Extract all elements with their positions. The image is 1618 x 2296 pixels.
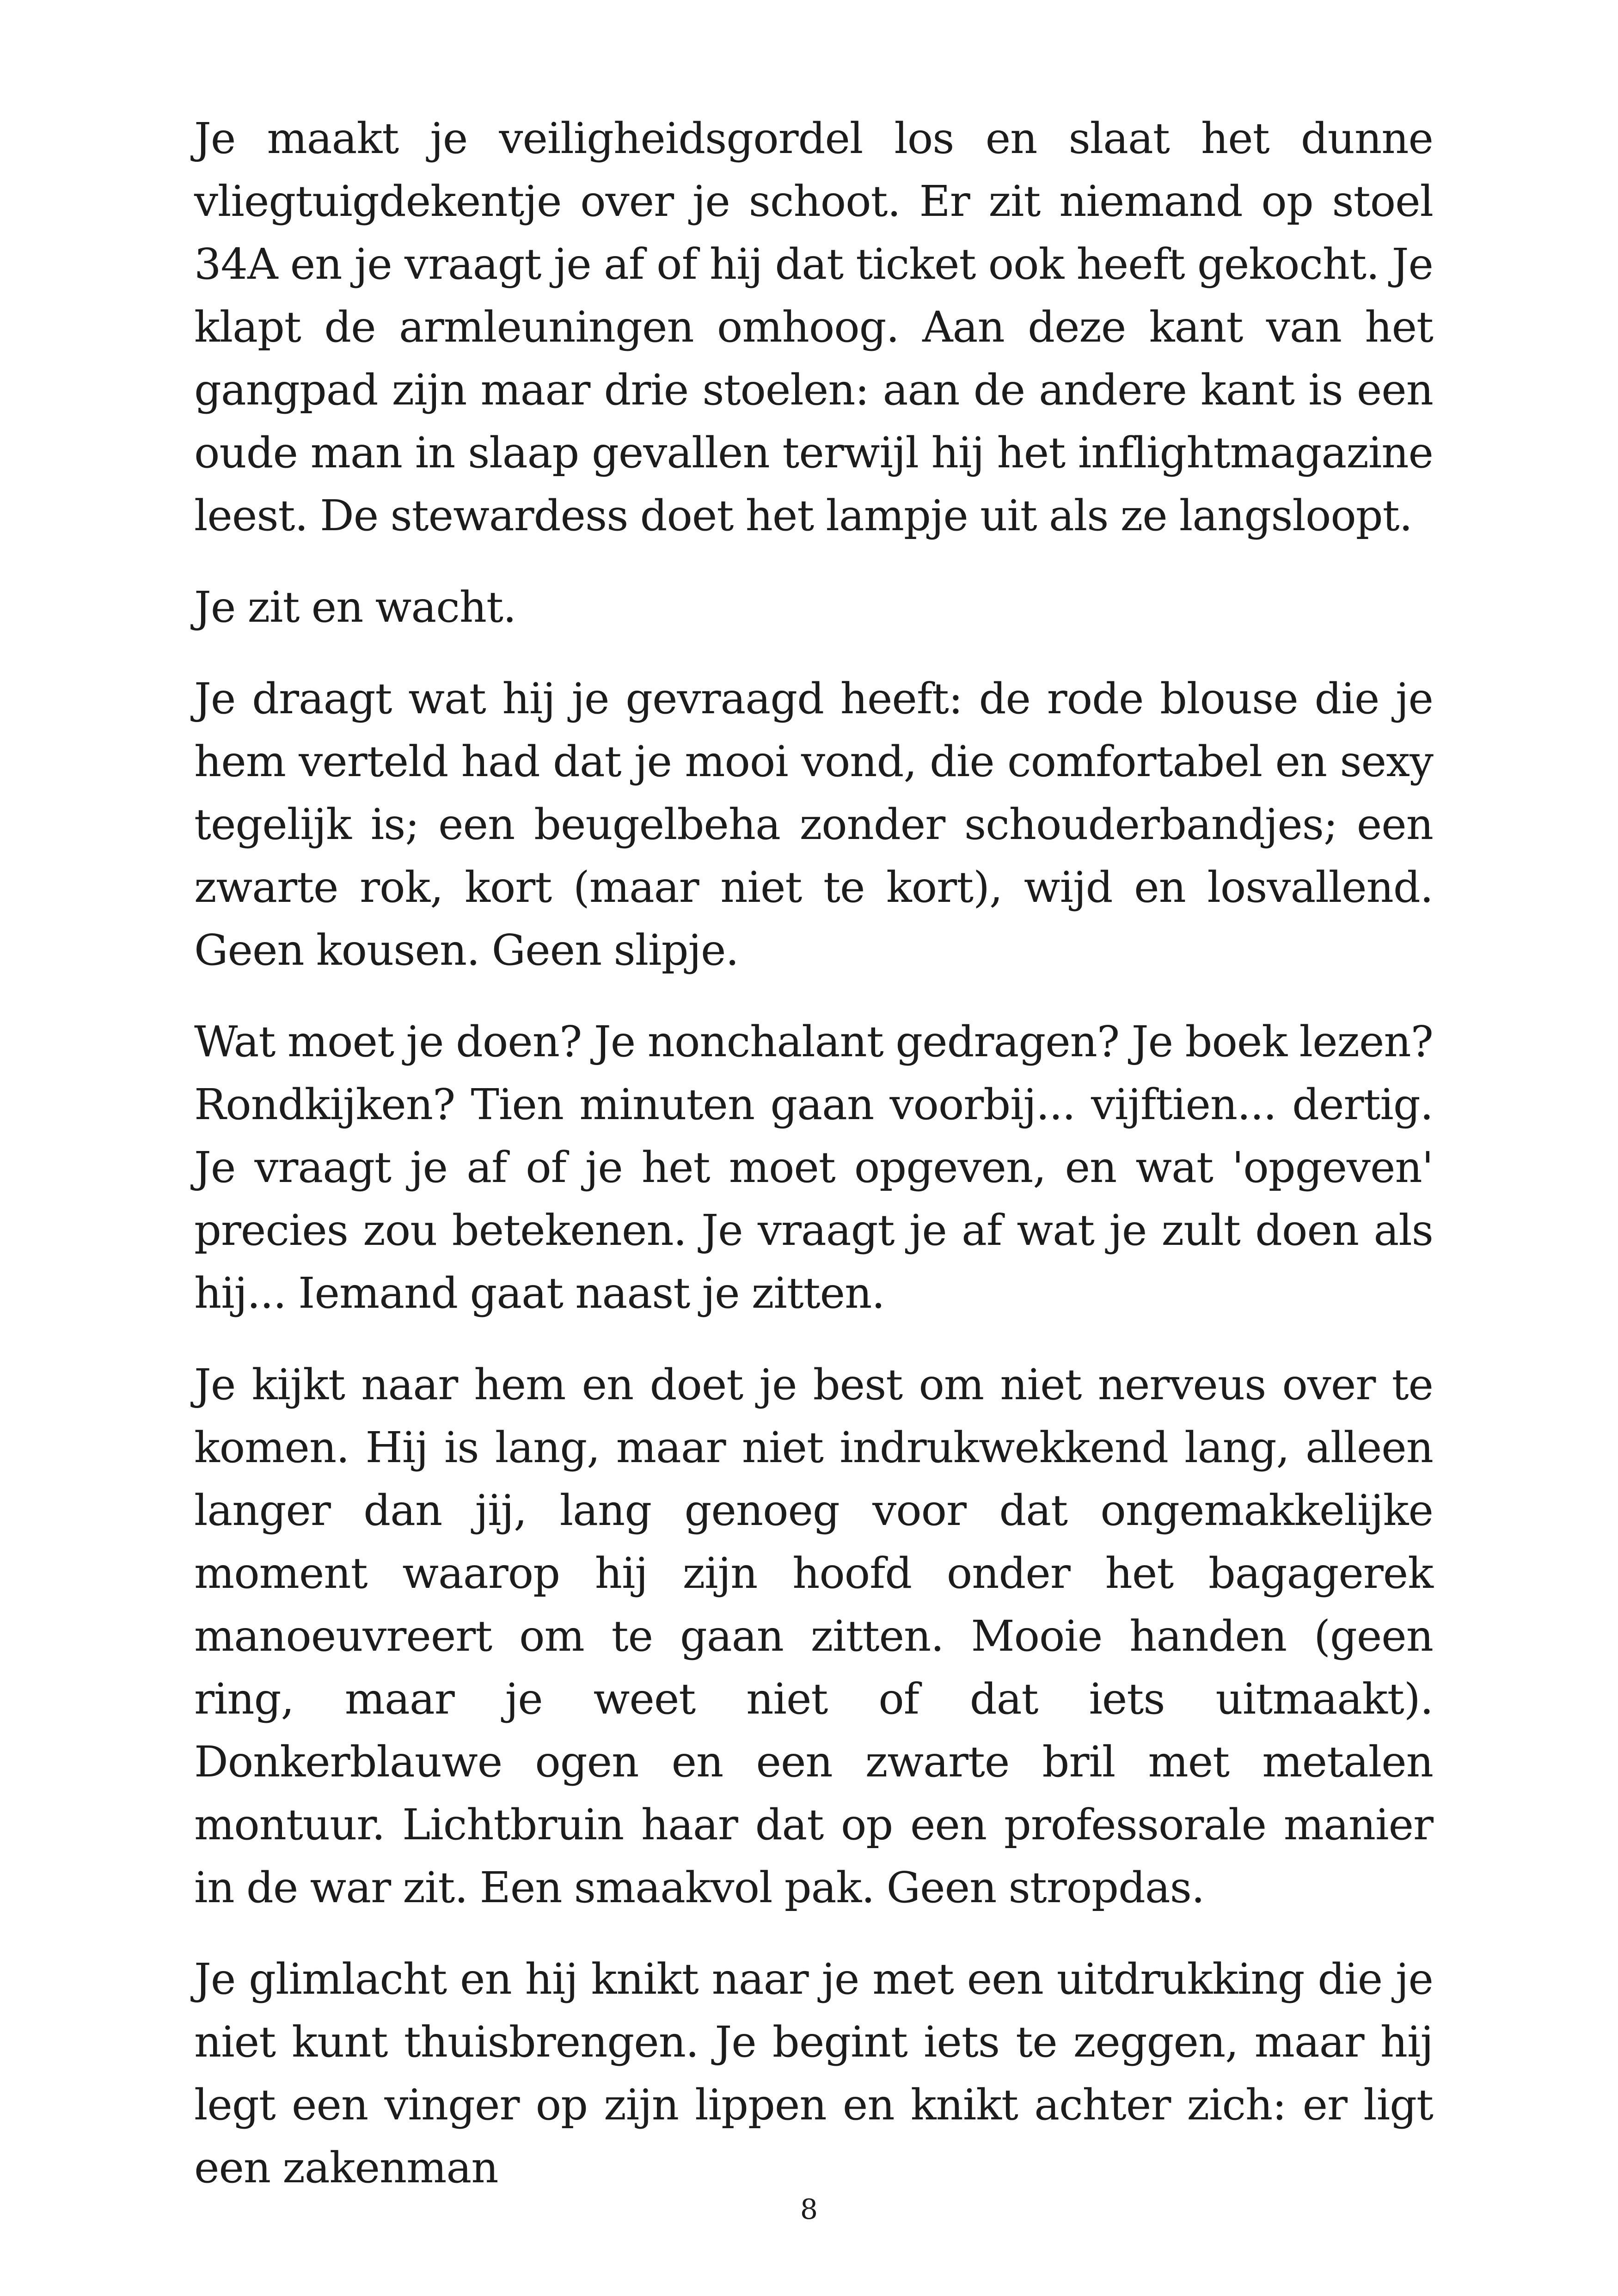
paragraph: Je kijkt naar hem en doet je best om niet nerveus over te komen. Hij is lang, maar niet indrukwekkend lang, alleen langer dan jij, lang genoeg voor dat ongemakkelijke moment waarop hij zijn hoofd onder het bagagerek manoeuvreert om te gaan zitten. Mooie handen (geen ring, maar je weet niet of dat iets uitmaakt). Donkerblauwe ogen en een zwarte bril met metalen montuur. Lichtbruin haar dat op een professorale manier in de war zit. Een smaakvol pak. Geen stropdas. [194, 1360, 1433, 1912]
paragraph: Je maakt je veiligheidsgordel los en slaat het dunne vliegtuigdekentje over je schoot. Er zit niemand op stoel 34A en je vraagt je af of hij dat ticket ook heeft gekocht. Je klapt de armleuningen omhoog. Aan deze kant van het gangpad zijn maar drie stoelen: aan de andere kant is een oude man in slaap gevallen terwijl hij het inflightmagazine leest. De stewardess doet het lampje uit als ze langsloopt. [194, 114, 1433, 540]
page-number: 8 [800, 2193, 818, 2226]
paragraph: Je draagt wat hij je gevraagd heeft: de rode blouse die je hem verteld had dat je mooi vond, die comfortabel en sexy tegelijk is; een beugelbeha zonder schouderbandjes; een zwarte rok, kort (maar niet te kort), wijd en losvallend. Geen kousen. Geen slipje. [194, 674, 1433, 975]
paragraph: Je zit en wacht. [194, 582, 516, 632]
body-text [194, 107, 1433, 2228]
paragraph: Je glimlacht en hij knikt naar je met een uitdrukking die je niet kunt thuisbrengen. Je begint iets te zeggen, maar hij legt een vinger op zijn lippen en knikt achter zich: er ligt een zakenman [194, 1954, 1433, 2192]
paragraph: Wat moet je doen? Je nonchalant gedragen? Je boek lezen? Rondkijken? Tien minuten gaan voorbij... vijftien... dertig. Je vraagt je af of je het moet opgeven, en wat 'opgeven' precies zou betekenen. Je vraagt je af wat je zult doen als hij... Iemand gaat naast je zitten. [194, 1017, 1433, 1318]
